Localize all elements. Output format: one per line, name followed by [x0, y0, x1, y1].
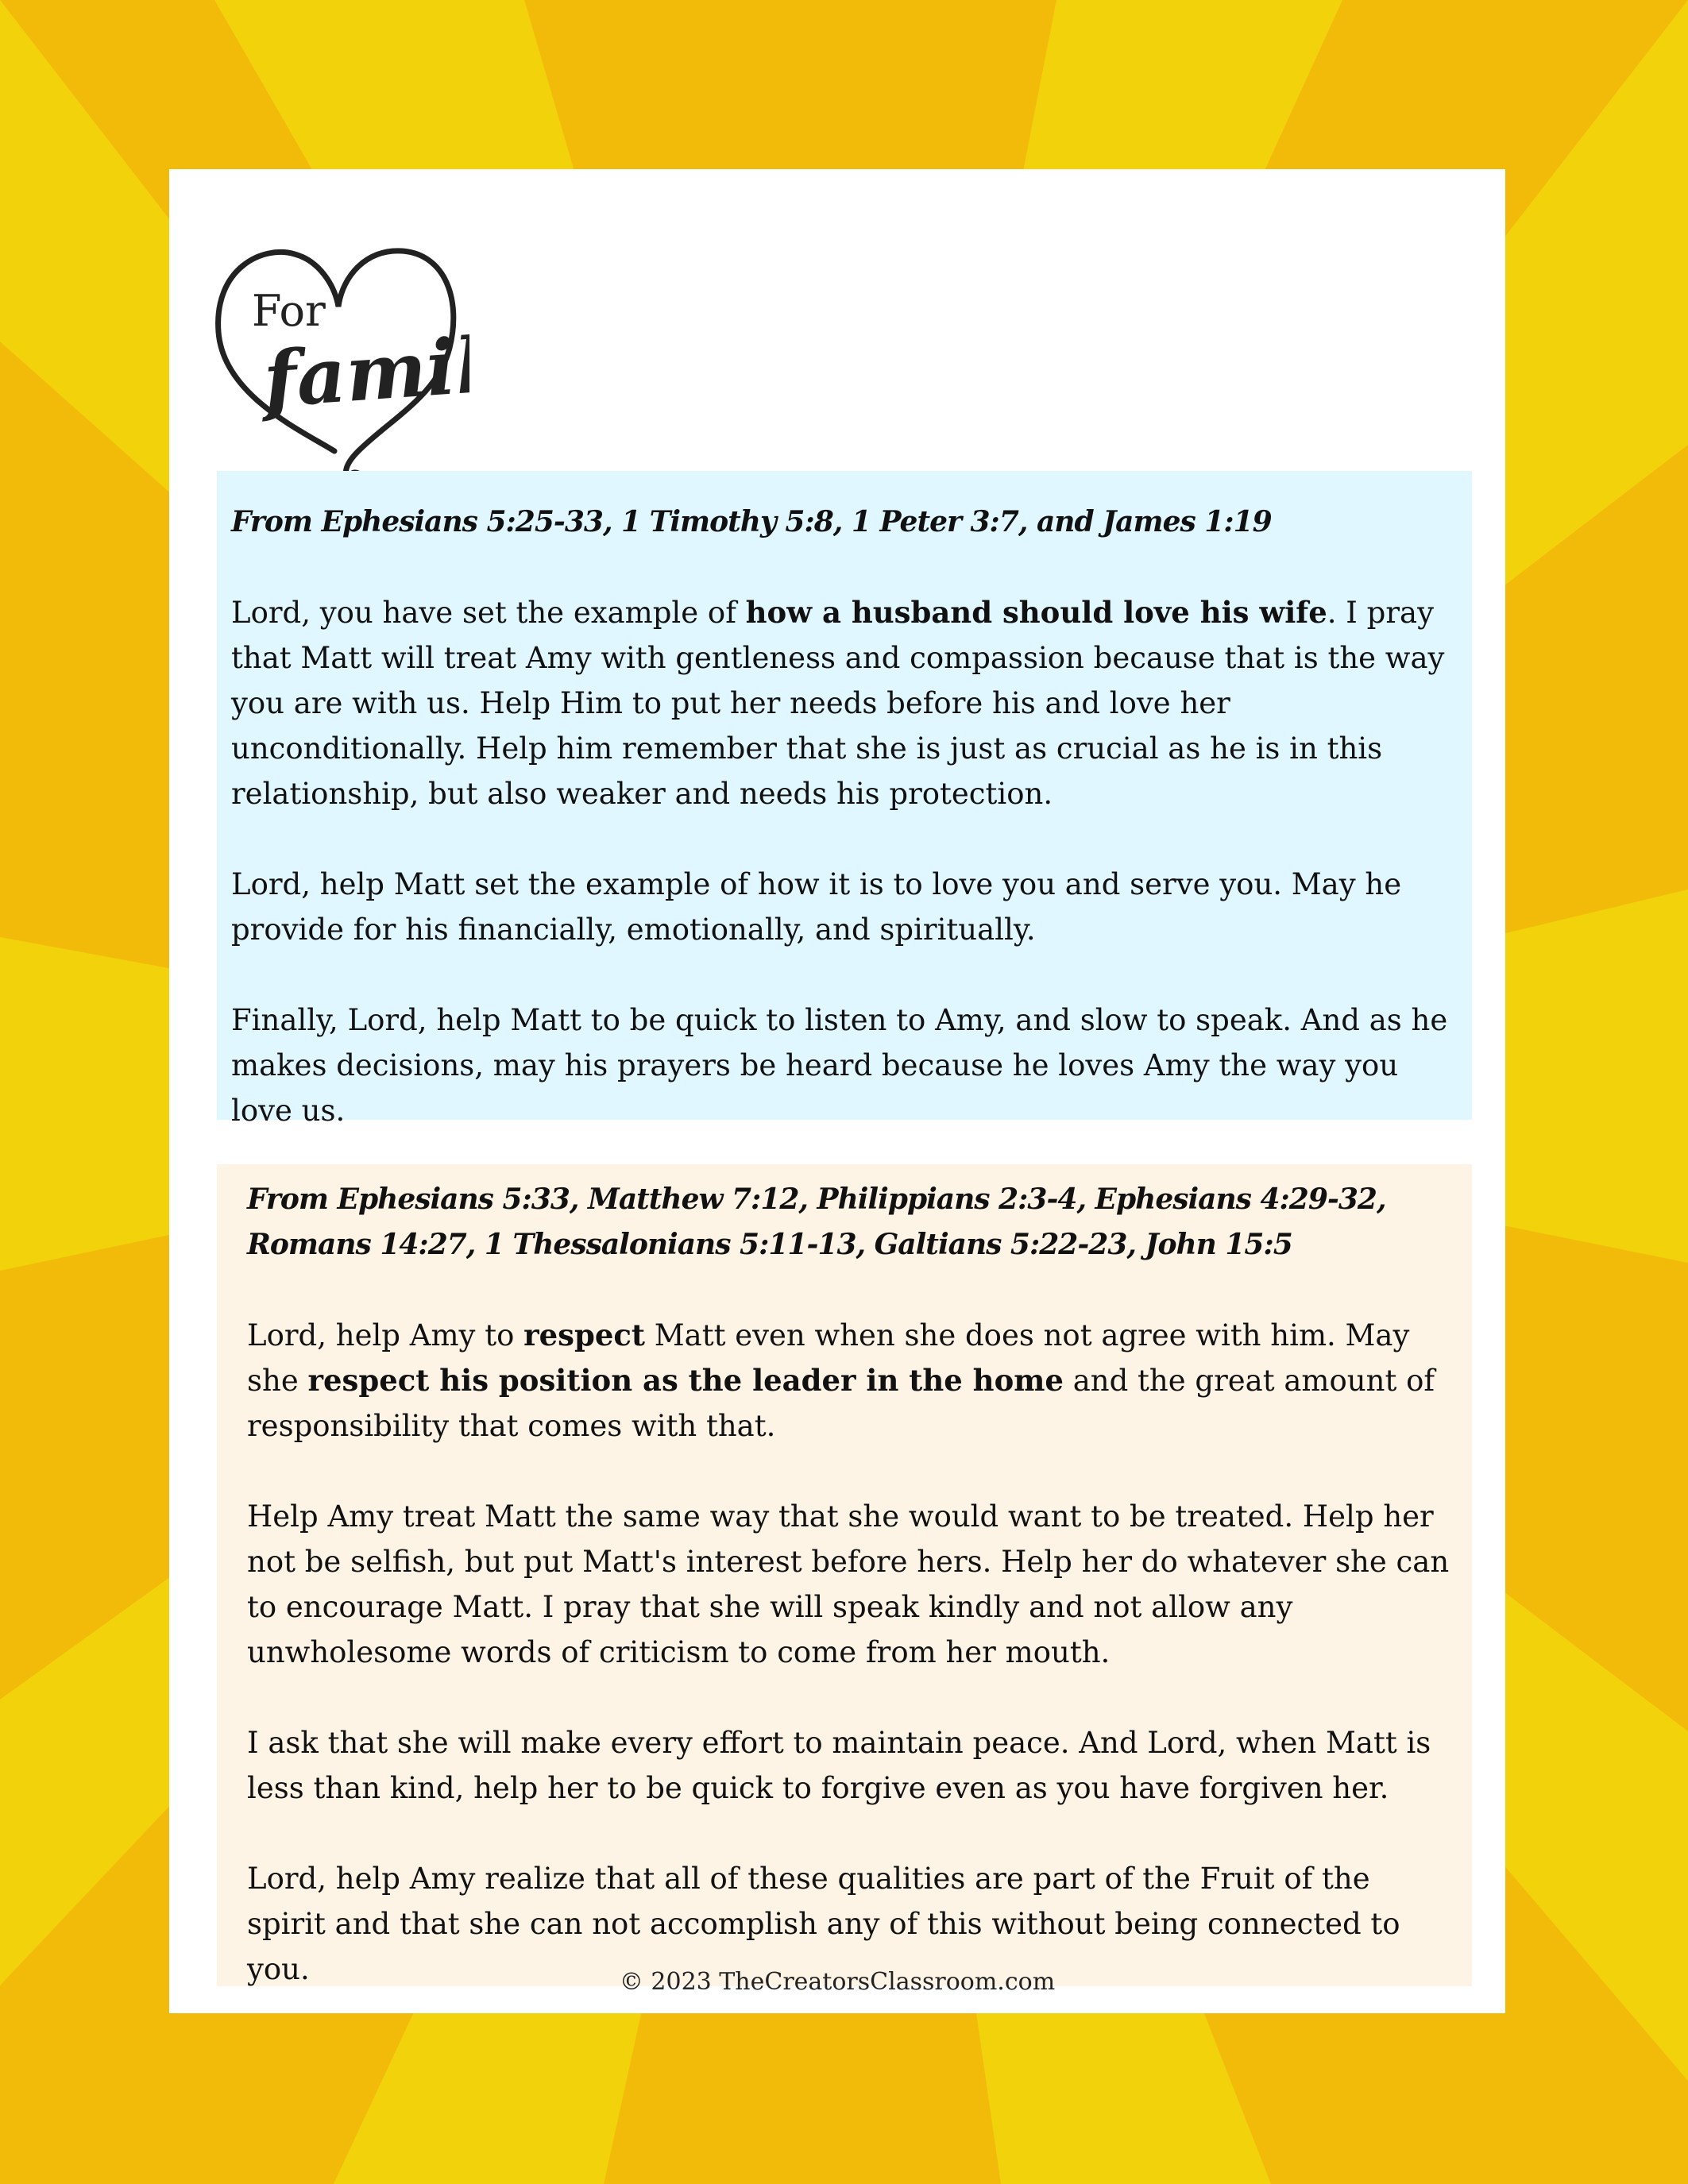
logo-for-text: For — [252, 286, 326, 336]
wife-prayer-section — [217, 1164, 1472, 1986]
prayer-paragraph: Lord, help Amy realize that all of these qualities are part of the Fruit of the spirit and that she can not accomplish any of this without being connected to you. — [247, 1862, 1400, 1986]
logo-family-text: family — [261, 317, 469, 426]
prayer-paragraph: Lord, help Matt set the example of how it is to love you and serve you. May he provide for his financially, emotionally, and spiritually. — [231, 867, 1402, 947]
husband-prayer-section — [217, 471, 1472, 1128]
scripture-references: From Ephesians 5:25-33, 1 Timothy 5:8, 1 Peter 3:7, and James 1:19 — [231, 505, 1272, 538]
copyright-footer: © 2023 TheCreatorsClassroom.com — [619, 1968, 1056, 1996]
prayer-paragraph: Finally, Lord, help Matt to be quick to listen to Amy, and slow to speak. And as he makes decisions, may his prayers be heard because he loves Amy the way you love us. — [231, 1003, 1448, 1128]
prayer-paragraph: Lord, help Amy to respect Matt even when she does not agree with him. May she respect his position as the leader in the home and the great amount of responsibility that comes with that. — [247, 1318, 1435, 1443]
scripture-references: From Ephesians 5:33, Matthew 7:12, Philippians 2:3-4, Ephesians 4:29-32, Romans 14:27, 1 Thessalonians 5:11-13, Galtians 5:22-23, John 15:5 — [247, 1183, 1386, 1261]
prayer-paragraph: Lord, you have set the example of how a husband should love his wife. I pray that Matt will treat Amy with gentleness and compassion because that is the way you are with us. Help Him to put her needs before his and love her unconditionally. Help him remember that she is just as crucial as he is in this relationship, but also weaker and needs his protection. — [231, 595, 1445, 811]
for-family-logo — [207, 213, 469, 515]
prayer-paragraph: Help Amy treat Matt the same way that she would want to be treated. Help her not be selfish, but put Matt's interest before hers. Help her do whatever she can to encourage Matt. I pray that she will speak kindly and not allow any unwholesome words of criticism to come from her mouth. — [247, 1499, 1450, 1669]
prayer-card — [169, 169, 1505, 2013]
prayer-paragraph: I ask that she will make every effort to maintain peace. And Lord, when Matt is less than kind, help her to be quick to forgive even as you have forgiven her. — [247, 1726, 1431, 1805]
